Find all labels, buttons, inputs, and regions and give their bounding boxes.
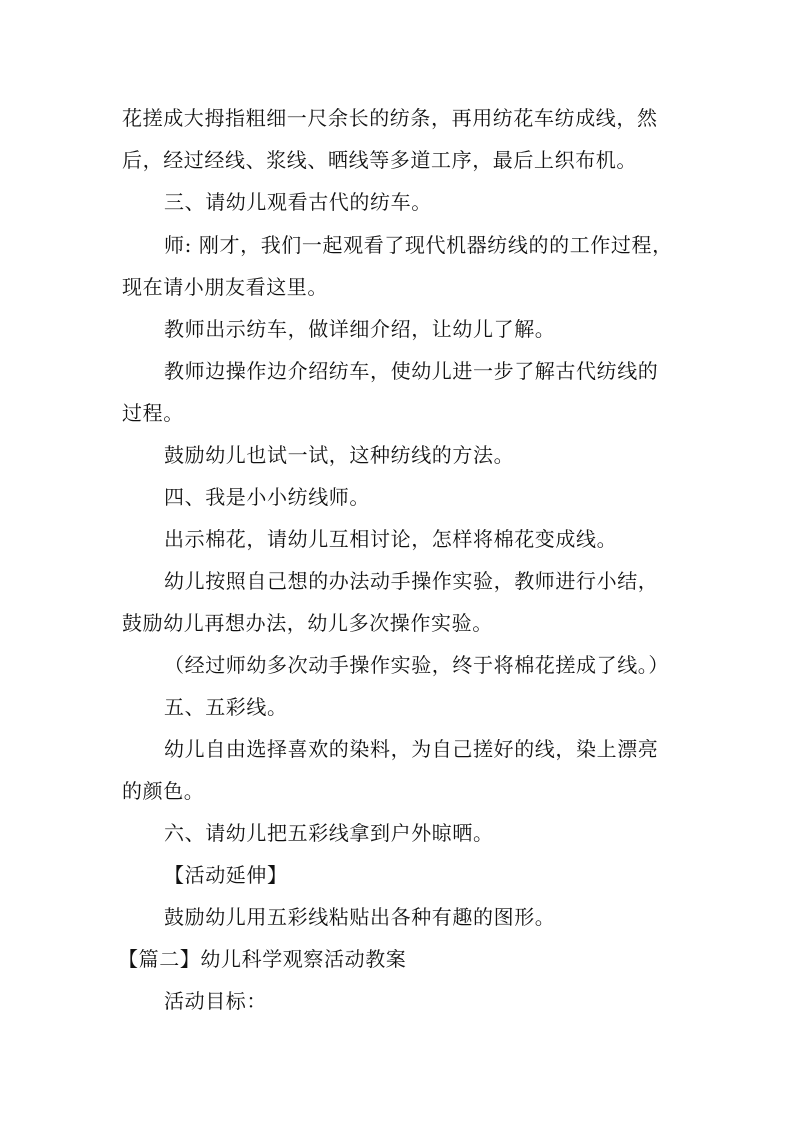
- article-heading: 【篇二】幼儿科学观察活动教案: [118, 947, 407, 971]
- paragraph-line: 鼓励幼儿也试一试，这种纺线的方法。: [164, 443, 515, 467]
- paragraph-line: 师: 刚才，我们一起观看了现代机器纺线的的工作过程，: [164, 233, 673, 257]
- section-heading: 六、请幼儿把五彩线拿到户外晾晒。: [164, 821, 494, 845]
- section-heading: 三、请幼儿观看古代的纺车。: [164, 190, 432, 214]
- paragraph-line: 的颜色。: [122, 779, 205, 803]
- section-heading: 四、我是小小纺线师。: [164, 485, 370, 509]
- paragraph-line: 花搓成大拇指粗细一尺余长的纺条，再用纺花车纺成线，然: [122, 106, 658, 130]
- paragraph-line: 鼓励幼儿再想办法，幼儿多次操作实验。: [122, 611, 493, 635]
- subsection-heading: 【活动延伸】: [164, 863, 288, 887]
- paragraph-line: 幼儿自由选择喜欢的染料，为自己搓好的线，染上漂亮: [164, 737, 659, 761]
- paragraph-line: 出示棉花，请幼儿互相讨论，怎样将棉花变成线。: [164, 527, 618, 551]
- paragraph-line: 教师边操作边介绍纺车，使幼儿进一步了解古代纺线的: [164, 359, 659, 383]
- paragraph-line: 现在请小朋友看这里。: [122, 275, 328, 299]
- section-heading: 五、五彩线。: [164, 695, 288, 719]
- paragraph-line: （经过师幼多次动手操作实验，终于将棉花搓成了线。）: [164, 653, 669, 677]
- paragraph-line: 后，经过经线、浆线、晒线等多道工序，最后上织布机。: [122, 148, 637, 172]
- paragraph-line: 鼓励幼儿用五彩线粘贴出各种有趣的图形。: [164, 905, 556, 929]
- paragraph-line: 教师出示纺车，做详细介绍，让幼儿了解。: [164, 317, 556, 341]
- subsection-heading: 活动目标：: [164, 989, 267, 1013]
- paragraph-line: 幼儿按照自己想的办法动手操作实验，教师进行小结，: [164, 569, 659, 593]
- paragraph-line: 过程。: [122, 401, 184, 425]
